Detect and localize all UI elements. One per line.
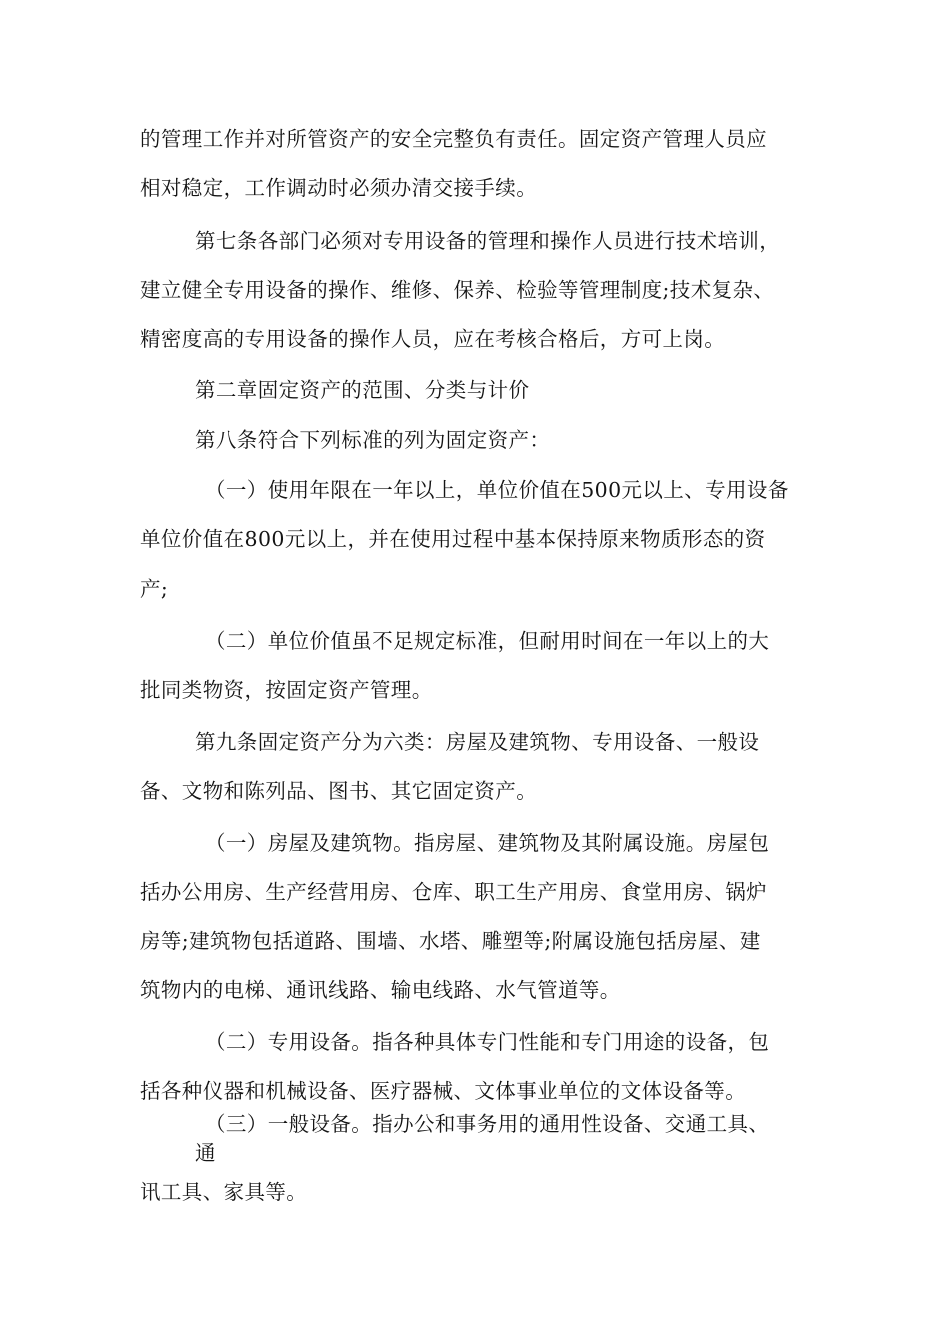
text-line: 括办公用房、生产经营用房、仓库、职工生产用房、食堂用房、锅炉	[140, 880, 767, 904]
text-line: 建立健全专用设备的操作、维修、保养、检验等管理制度;技术复杂、	[140, 278, 775, 302]
text-line: 房等;建筑物包括道路、围墙、水塔、雕塑等;附属设施包括房屋、建	[140, 929, 761, 953]
text-line: 精密度高的专用设备的操作人员，应在考核合格后，方可上岗。	[140, 327, 726, 351]
text-line: 的管理工作并对所管资产的安全完整负有责任。固定资产管理人员应	[140, 127, 767, 151]
text-line: 通	[195, 1141, 216, 1165]
item-buildings-paragraph: （一）房屋及建筑物。指房屋、建筑物及其附属设施。房屋包	[205, 831, 770, 855]
text-line: 备、文物和陈列品、图书、其它固定资产。	[140, 779, 538, 803]
article-7-paragraph: 第七条各部门必须对专用设备的管理和操作人员进行技术培训，	[195, 229, 781, 253]
text-line: 相对稳定，工作调动时必须办清交接手续。	[140, 176, 538, 200]
text-line: 批同类物资，按固定资产管理。	[140, 678, 433, 702]
article-8-paragraph: 第八条符合下列标准的列为固定资产：	[195, 428, 551, 452]
item-2-paragraph: （二）单位价值虽不足规定标准，但耐用时间在一年以上的大	[205, 629, 770, 653]
chapter-2-heading: 第二章固定资产的范围、分类与计价	[195, 378, 530, 402]
text-line: 讯工具、家具等。	[140, 1180, 308, 1204]
text-line: 筑物内的电梯、通讯线路、输电线路、水气管道等。	[140, 978, 621, 1002]
text-line: 括各种仪器和机械设备、医疗器械、文体事业单位的文体设备等。	[140, 1079, 747, 1103]
article-9-paragraph: 第九条固定资产分为六类：房屋及建筑物、专用设备、一般设	[195, 730, 760, 754]
item-general-equipment-paragraph: （三）一般设备。指办公和事务用的通用性设备、交通工具、	[205, 1112, 770, 1136]
text-line: 产;	[140, 577, 169, 601]
item-special-equipment-paragraph: （二）专用设备。指各种具体专门性能和专门用途的设备，包	[205, 1030, 770, 1054]
item-1-paragraph: （一）使用年限在一年以上，单位价值在500元以上、专用设备	[205, 478, 789, 502]
text-line: 单位价值在800元以上，并在使用过程中基本保持原来物质形态的资	[140, 527, 766, 551]
